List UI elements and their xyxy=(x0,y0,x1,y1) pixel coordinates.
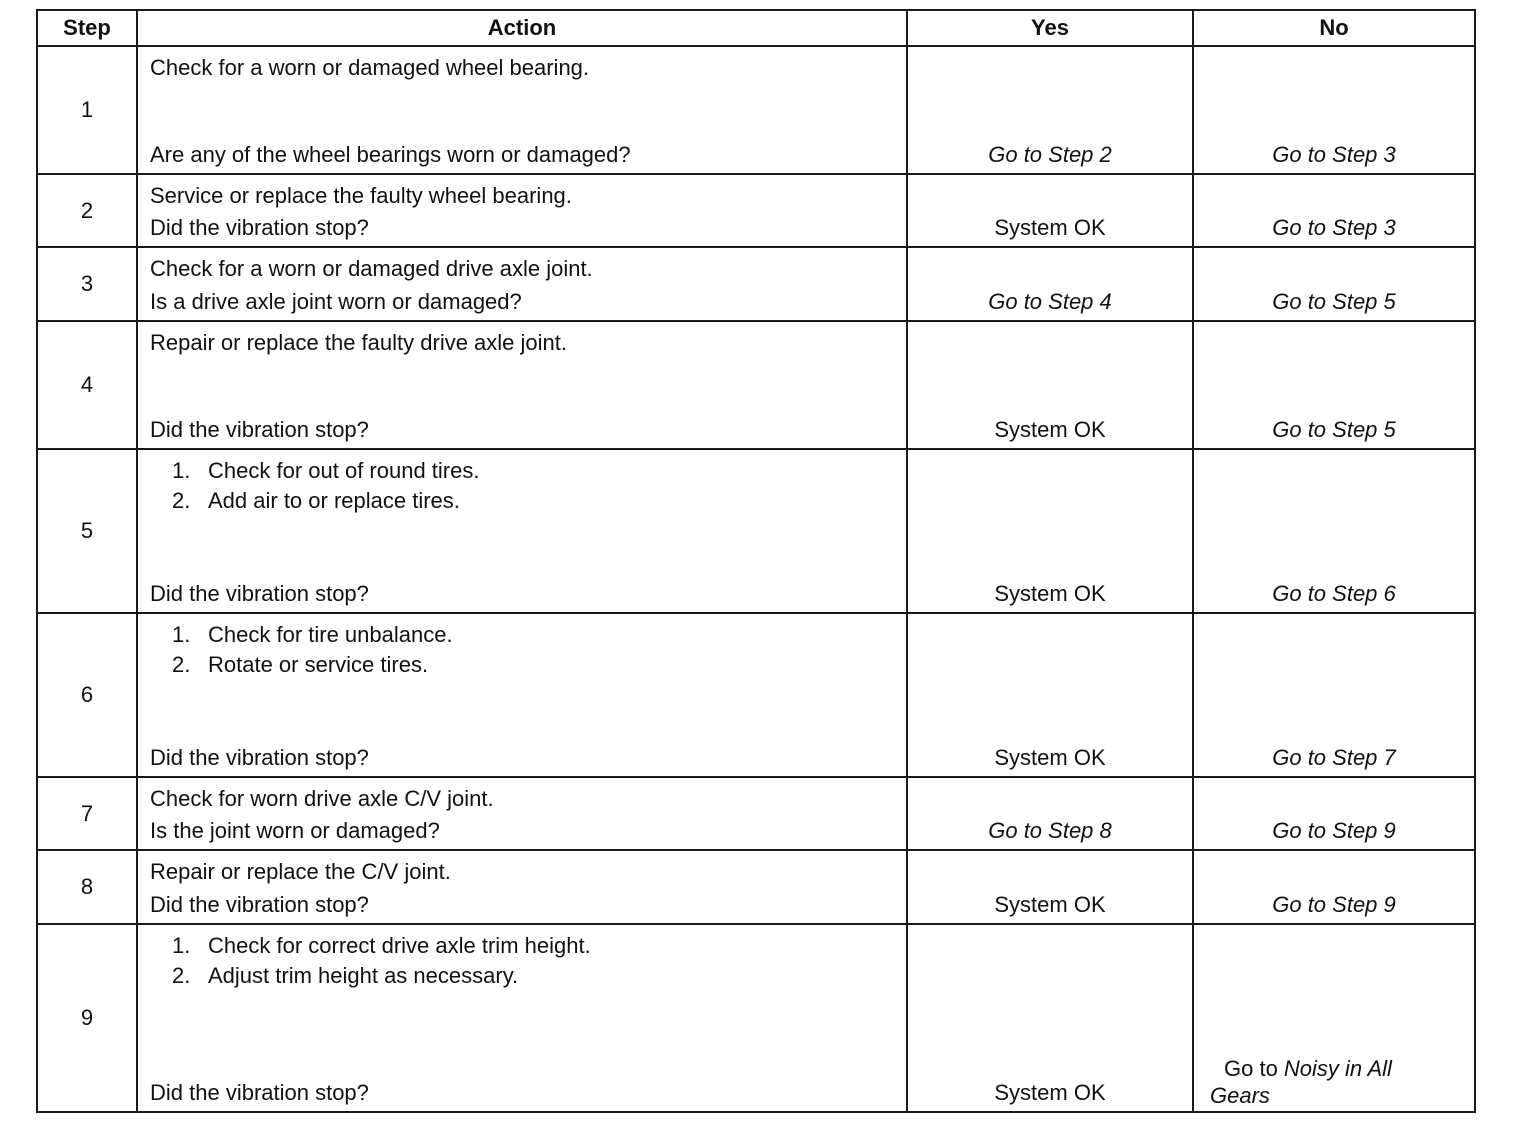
no-cell xyxy=(1193,613,1475,777)
yes-result: System OK xyxy=(994,581,1106,606)
action-cell xyxy=(137,924,907,1112)
yes-result: System OK xyxy=(994,1080,1106,1105)
question-text: Did the vibration stop? xyxy=(150,1080,369,1105)
question-text: Did the vibration stop? xyxy=(150,581,369,606)
no-cell xyxy=(1193,321,1475,449)
no-cell xyxy=(1193,924,1475,1112)
question-text: Did the vibration stop? xyxy=(150,215,369,240)
table-row xyxy=(37,850,1475,924)
noisy-link[interactable]: Noisy in All xyxy=(1283,1056,1392,1081)
action-cell xyxy=(137,247,907,321)
action-text: Check for a worn or damaged wheel bearing. xyxy=(150,55,590,80)
action-text: Check for worn drive axle C/V joint. xyxy=(150,786,494,811)
yes-cell xyxy=(907,613,1193,777)
no-result: Go to Step 3 xyxy=(1272,215,1396,240)
yes-cell xyxy=(907,924,1193,1112)
yes-result: Go to Step 4 xyxy=(988,289,1112,314)
table-row xyxy=(37,46,1475,174)
table-row xyxy=(37,247,1475,321)
no-prefix: Go to xyxy=(1224,1056,1284,1081)
action-text: Repair or replace the C/V joint. xyxy=(150,859,451,884)
step-number: 4 xyxy=(37,321,137,449)
no-cell xyxy=(1193,777,1475,850)
question-text: Is a drive axle joint worn or damaged? xyxy=(150,289,522,314)
table-row xyxy=(37,777,1475,850)
list-item: 2. Add air to or replace tires. xyxy=(172,488,460,513)
header-row xyxy=(37,10,1475,46)
header-action: Action xyxy=(137,10,907,46)
step-number: 8 xyxy=(37,850,137,924)
step-number: 1 xyxy=(37,46,137,174)
action-cell xyxy=(137,449,907,613)
yes-cell xyxy=(907,777,1193,850)
no-cell xyxy=(1193,449,1475,613)
step-number: 2 xyxy=(37,174,137,247)
action-text: Repair or replace the faulty drive axle joint. xyxy=(150,330,567,355)
action-cell xyxy=(137,321,907,449)
action-list xyxy=(138,925,906,991)
no-result xyxy=(1210,1055,1464,1109)
no-result: Go to Step 5 xyxy=(1272,417,1396,442)
table-row xyxy=(37,449,1475,613)
no-result: Go to Step 7 xyxy=(1272,745,1396,770)
list-item: 2. Adjust trim height as necessary. xyxy=(172,963,519,988)
question-text: Did the vibration stop? xyxy=(150,417,369,442)
action-cell xyxy=(137,613,907,777)
yes-result: System OK xyxy=(994,215,1106,240)
table-row xyxy=(37,613,1475,777)
action-list xyxy=(138,614,906,680)
yes-cell xyxy=(907,449,1193,613)
no-result: Go to Step 9 xyxy=(1272,892,1396,917)
action-list xyxy=(138,450,906,516)
no-result: Go to Step 5 xyxy=(1272,289,1396,314)
no-cell xyxy=(1193,247,1475,321)
header-yes: Yes xyxy=(907,10,1193,46)
header-no: No xyxy=(1193,10,1475,46)
question-text: Did the vibration stop? xyxy=(150,745,369,770)
yes-result: System OK xyxy=(994,745,1106,770)
yes-cell xyxy=(907,174,1193,247)
header-step: Step xyxy=(37,10,137,46)
no-result: Go to Step 9 xyxy=(1272,818,1396,843)
action-text: Check for a worn or damaged drive axle joint. xyxy=(150,256,593,281)
diagnostic-table xyxy=(36,9,1476,1113)
yes-cell xyxy=(907,247,1193,321)
noisy-link-cont[interactable]: Gears xyxy=(1210,1083,1270,1108)
list-item: 1. Check for correct drive axle trim height. xyxy=(172,933,591,958)
step-number: 6 xyxy=(37,613,137,777)
question-text: Are any of the wheel bearings worn or damaged? xyxy=(150,142,631,167)
action-cell xyxy=(137,777,907,850)
list-item: 1. Check for out of round tires. xyxy=(172,458,480,483)
step-number: 5 xyxy=(37,449,137,613)
yes-result: System OK xyxy=(994,892,1106,917)
no-cell xyxy=(1193,46,1475,174)
yes-cell xyxy=(907,46,1193,174)
question-text: Did the vibration stop? xyxy=(150,892,369,917)
no-cell xyxy=(1193,850,1475,924)
yes-result: Go to Step 8 xyxy=(988,818,1112,843)
action-cell xyxy=(137,174,907,247)
list-item: 1. Check for tire unbalance. xyxy=(172,622,453,647)
no-result: Go to Step 6 xyxy=(1272,581,1396,606)
yes-result: System OK xyxy=(994,417,1106,442)
action-cell xyxy=(137,46,907,174)
question-text: Is the joint worn or damaged? xyxy=(150,818,440,843)
step-number: 7 xyxy=(37,777,137,850)
no-result: Go to Step 3 xyxy=(1272,142,1396,167)
yes-cell xyxy=(907,321,1193,449)
list-item: 2. Rotate or service tires. xyxy=(172,652,429,677)
no-cell xyxy=(1193,174,1475,247)
yes-result: Go to Step 2 xyxy=(988,142,1112,167)
action-cell xyxy=(137,850,907,924)
step-number: 9 xyxy=(37,924,137,1112)
table-row xyxy=(37,174,1475,247)
step-number: 3 xyxy=(37,247,137,321)
action-text: Service or replace the faulty wheel bearing. xyxy=(150,183,572,208)
table-row xyxy=(37,924,1475,1112)
table-row xyxy=(37,321,1475,449)
yes-cell xyxy=(907,850,1193,924)
